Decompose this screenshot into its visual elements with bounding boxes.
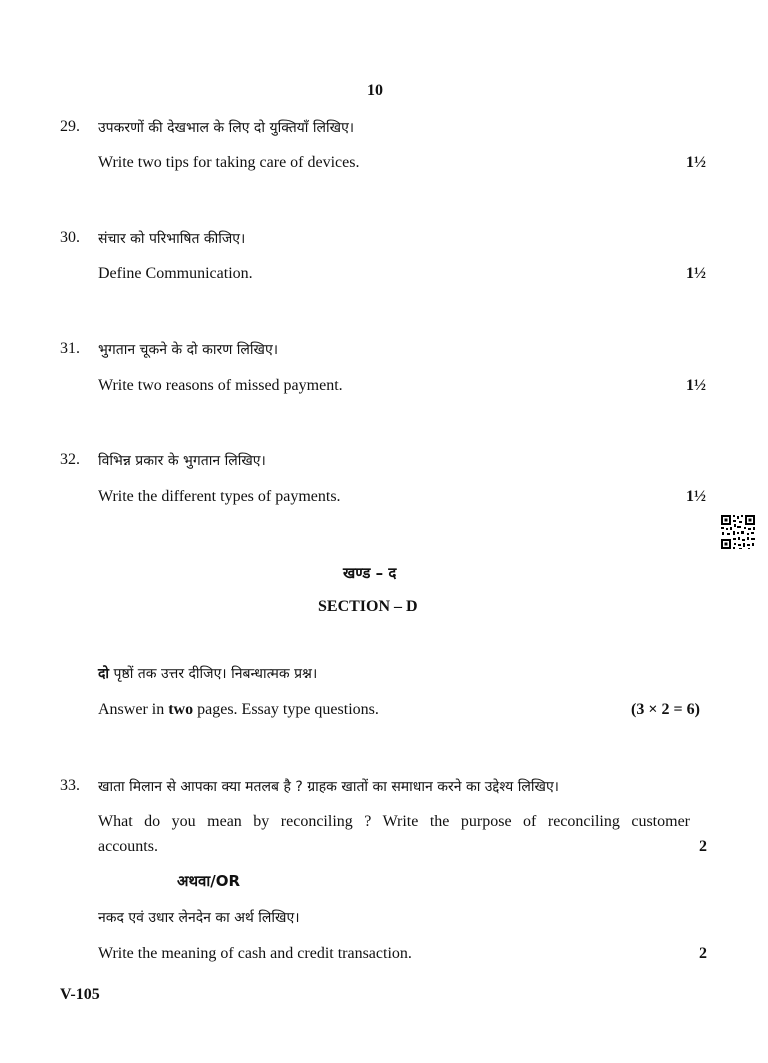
question-32-number: 32.: [60, 451, 80, 468]
question-29-number: 29.: [60, 118, 80, 135]
instruction-hindi-rest: पृष्ठों तक उत्तर दीजिए। निबन्धात्मक प्रश्न।: [109, 666, 318, 682]
page-number: 10: [367, 82, 383, 99]
question-33-hindi: खाता मिलान से आपका क्या मतलब है ? ग्राहक खातों का समाधान करने का उद्देश्य लिखिए।: [98, 779, 559, 795]
question-32-hindi: विभिन्न प्रकार के भुगतान लिखिए।: [98, 453, 266, 469]
question-33-alt-marks: 2: [699, 945, 707, 962]
question-33-marks: 2: [699, 838, 707, 855]
section-instruction-english: [98, 701, 379, 719]
question-33-alt-hindi: नकद एवं उधार लेनदेन का अर्थ लिखिए।: [98, 910, 300, 926]
question-30-marks: 1½: [686, 265, 706, 282]
question-33-alt-english: Write the meaning of cash and credit transaction.: [98, 945, 412, 962]
question-31-number: 31.: [60, 340, 80, 357]
question-32-marks: 1½: [686, 488, 706, 505]
section-title-english: SECTION – D: [318, 598, 418, 615]
question-31-hindi: भुगतान चूकने के दो कारण लिखिए।: [98, 342, 279, 358]
question-32-english: Write the different types of payments.: [98, 488, 341, 505]
question-31-marks: 1½: [686, 377, 706, 394]
question-30-hindi: संचार को परिभाषित कीजिए।: [98, 231, 246, 247]
section-title-hindi: खण्ड – द: [343, 564, 397, 582]
footer-code: V-105: [60, 986, 100, 1003]
section-instruction-hindi: [98, 664, 317, 683]
question-30-english: Define Communication.: [98, 265, 253, 282]
qr-code-icon: [720, 514, 756, 550]
question-29-english: Write two tips for taking care of devices.: [98, 154, 360, 171]
question-29-hindi: उपकरणों की देखभाल के लिए दो युक्तियाँ लिखिए।: [98, 120, 355, 136]
question-30-number: 30.: [60, 229, 80, 246]
question-31-english: Write two reasons of missed payment.: [98, 377, 343, 394]
question-29-marks: 1½: [686, 154, 706, 171]
instruction-en-bold: two: [168, 701, 194, 718]
or-label: अथवा/OR: [177, 872, 241, 890]
section-instruction-marks: (3 × 2 = 6): [631, 701, 700, 718]
question-33-english-line1: What do you mean by reconciling ? Write the purpose of reconciling customer: [98, 813, 690, 830]
instruction-en-post: pages. Essay type questions.: [193, 701, 379, 718]
question-33-english-line2: accounts.: [98, 838, 158, 855]
instruction-en-pre: Answer in: [98, 701, 169, 718]
question-33-number: 33.: [60, 777, 80, 794]
instruction-hindi-bold: दो: [98, 666, 110, 682]
